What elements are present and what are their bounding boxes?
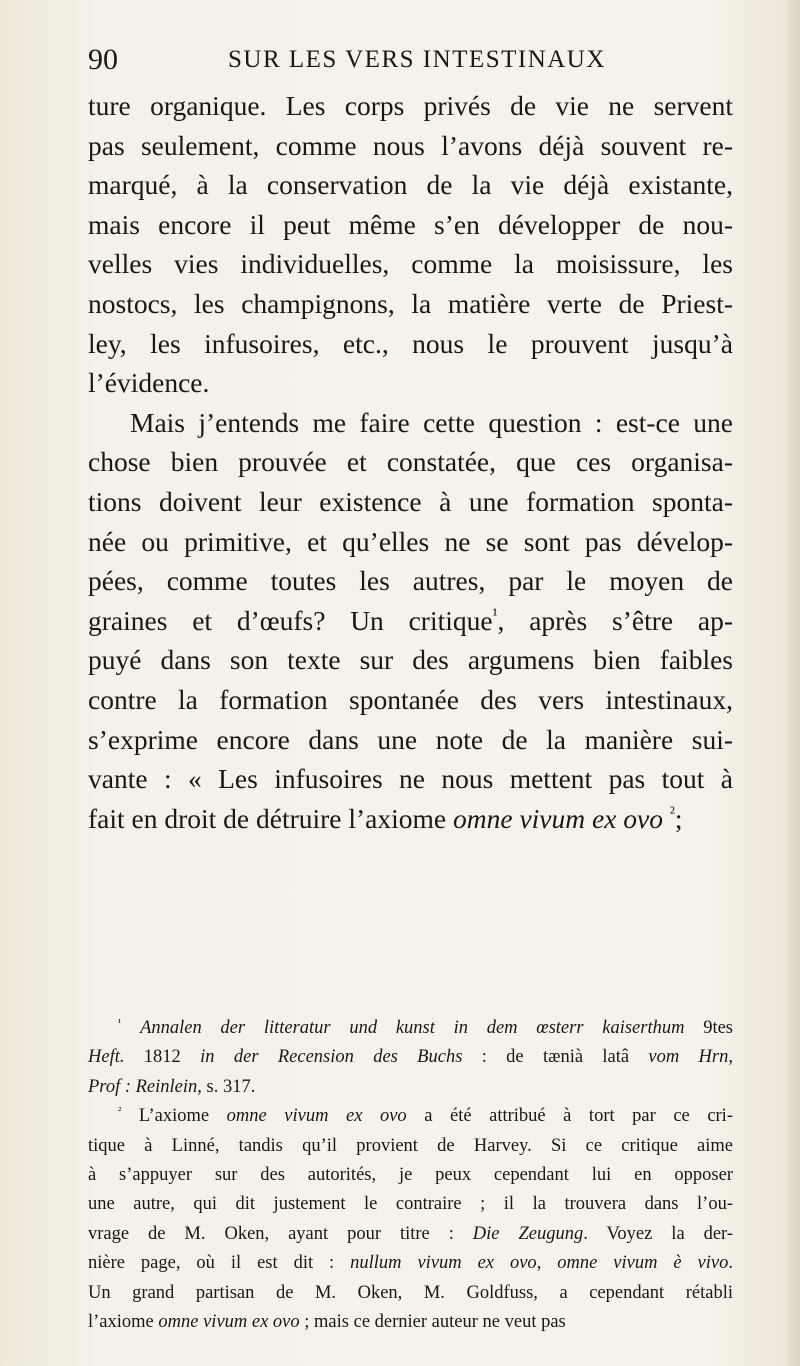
running-title: SUR LES VERS INTESTINAUX [228, 46, 606, 73]
body-line: l’évidence. [88, 367, 210, 399]
footnote-line: une autre, qui dit justement le contraire ; il la trouvera dans l’ou- [88, 1194, 733, 1215]
body-line: contre la formation spontanée des vers intestinaux, [88, 683, 733, 715]
body-line: graines et d’œufs? Un critique$^{^1}$, après s’être ap- [88, 604, 733, 636]
footnote-line: nière page, où il est dit : nullum vivum ex ovo, omne vivum è vivo. [88, 1253, 733, 1274]
page-header [88, 40, 728, 80]
body-line: ley, les infusoires, etc., nous le prouvent jusqu’à [88, 327, 733, 359]
body-line: mais encore il peut même s’en développer de nou- [88, 208, 733, 240]
body-line: pas seulement, comme nous l’avons déjà souvent re- [88, 129, 733, 161]
body-line: velles vies individuelles, comme la moisissure, les [88, 248, 733, 280]
body-line: née ou primitive, et qu’elles ne se sont pas dévelop- [88, 525, 733, 557]
body-line: puyé dans son texte sur des argumens bien faibles [88, 644, 733, 676]
body-line: ture organique. Les corps privés de vie ne servent [88, 90, 733, 121]
body-line: nostocs, les champignons, la matière verte de Priest- [88, 287, 733, 319]
body-line: chose bien prouvée et constatée, que ces organisa- [88, 446, 733, 478]
body-line: vante : « Les infusoires ne nous mettent pas tout à [88, 763, 733, 795]
body-line: s’exprime encore dans une note de la manière sui- [88, 723, 733, 755]
footnote-line: à s’appuyer sur des autorités, je peux cependant lui en opposer [88, 1164, 733, 1185]
body-line: pées, comme toutes les autres, par le moyen de [88, 565, 733, 597]
footnote-line: Heft. 1812 in der Recension des Buchs : de tænià latâ vom Hrn, [88, 1047, 733, 1068]
page-number: 90 [88, 43, 118, 76]
footnotes [88, 1014, 733, 1337]
footnote-line: vrage de M. Oken, ayant pour titre : Die Zeugung. Voyez la der- [88, 1223, 734, 1244]
footnote-line: $^{^1}$ Annalen der litteratur und kunst in dem œsterr kaiserthum 9tes [118, 1016, 734, 1038]
footnote-line: Un grand partisan de M. Oken, M. Goldfuss, a cependant rétabli [88, 1282, 733, 1303]
footnote-line: $^{^2}$ L’axiome omne vivum ex ovo a été attribué à tort par ce cri- [118, 1105, 733, 1127]
footnote-line: l’axiome omne vivum ex ovo ; mais ce dernier auteur ne veut pas [88, 1311, 566, 1332]
body-line: Mais j’entends me faire cette question : est-ce une [130, 406, 733, 438]
footnote-line: Prof : Reinlein, s. 317. [88, 1076, 256, 1097]
body-text [88, 86, 733, 838]
body-line: marqué, à la conservation de la vie déjà existante, [88, 169, 733, 201]
body-line: fait en droit de détruire l’axiome omne vivum ex ovo $^{^2}$; [88, 802, 683, 834]
body-line: tions doivent leur existence à une formation sponta- [88, 485, 733, 517]
footnote-line: tique à Linné, tandis qu’il provient de Harvey. Si ce critique aime [88, 1135, 733, 1156]
